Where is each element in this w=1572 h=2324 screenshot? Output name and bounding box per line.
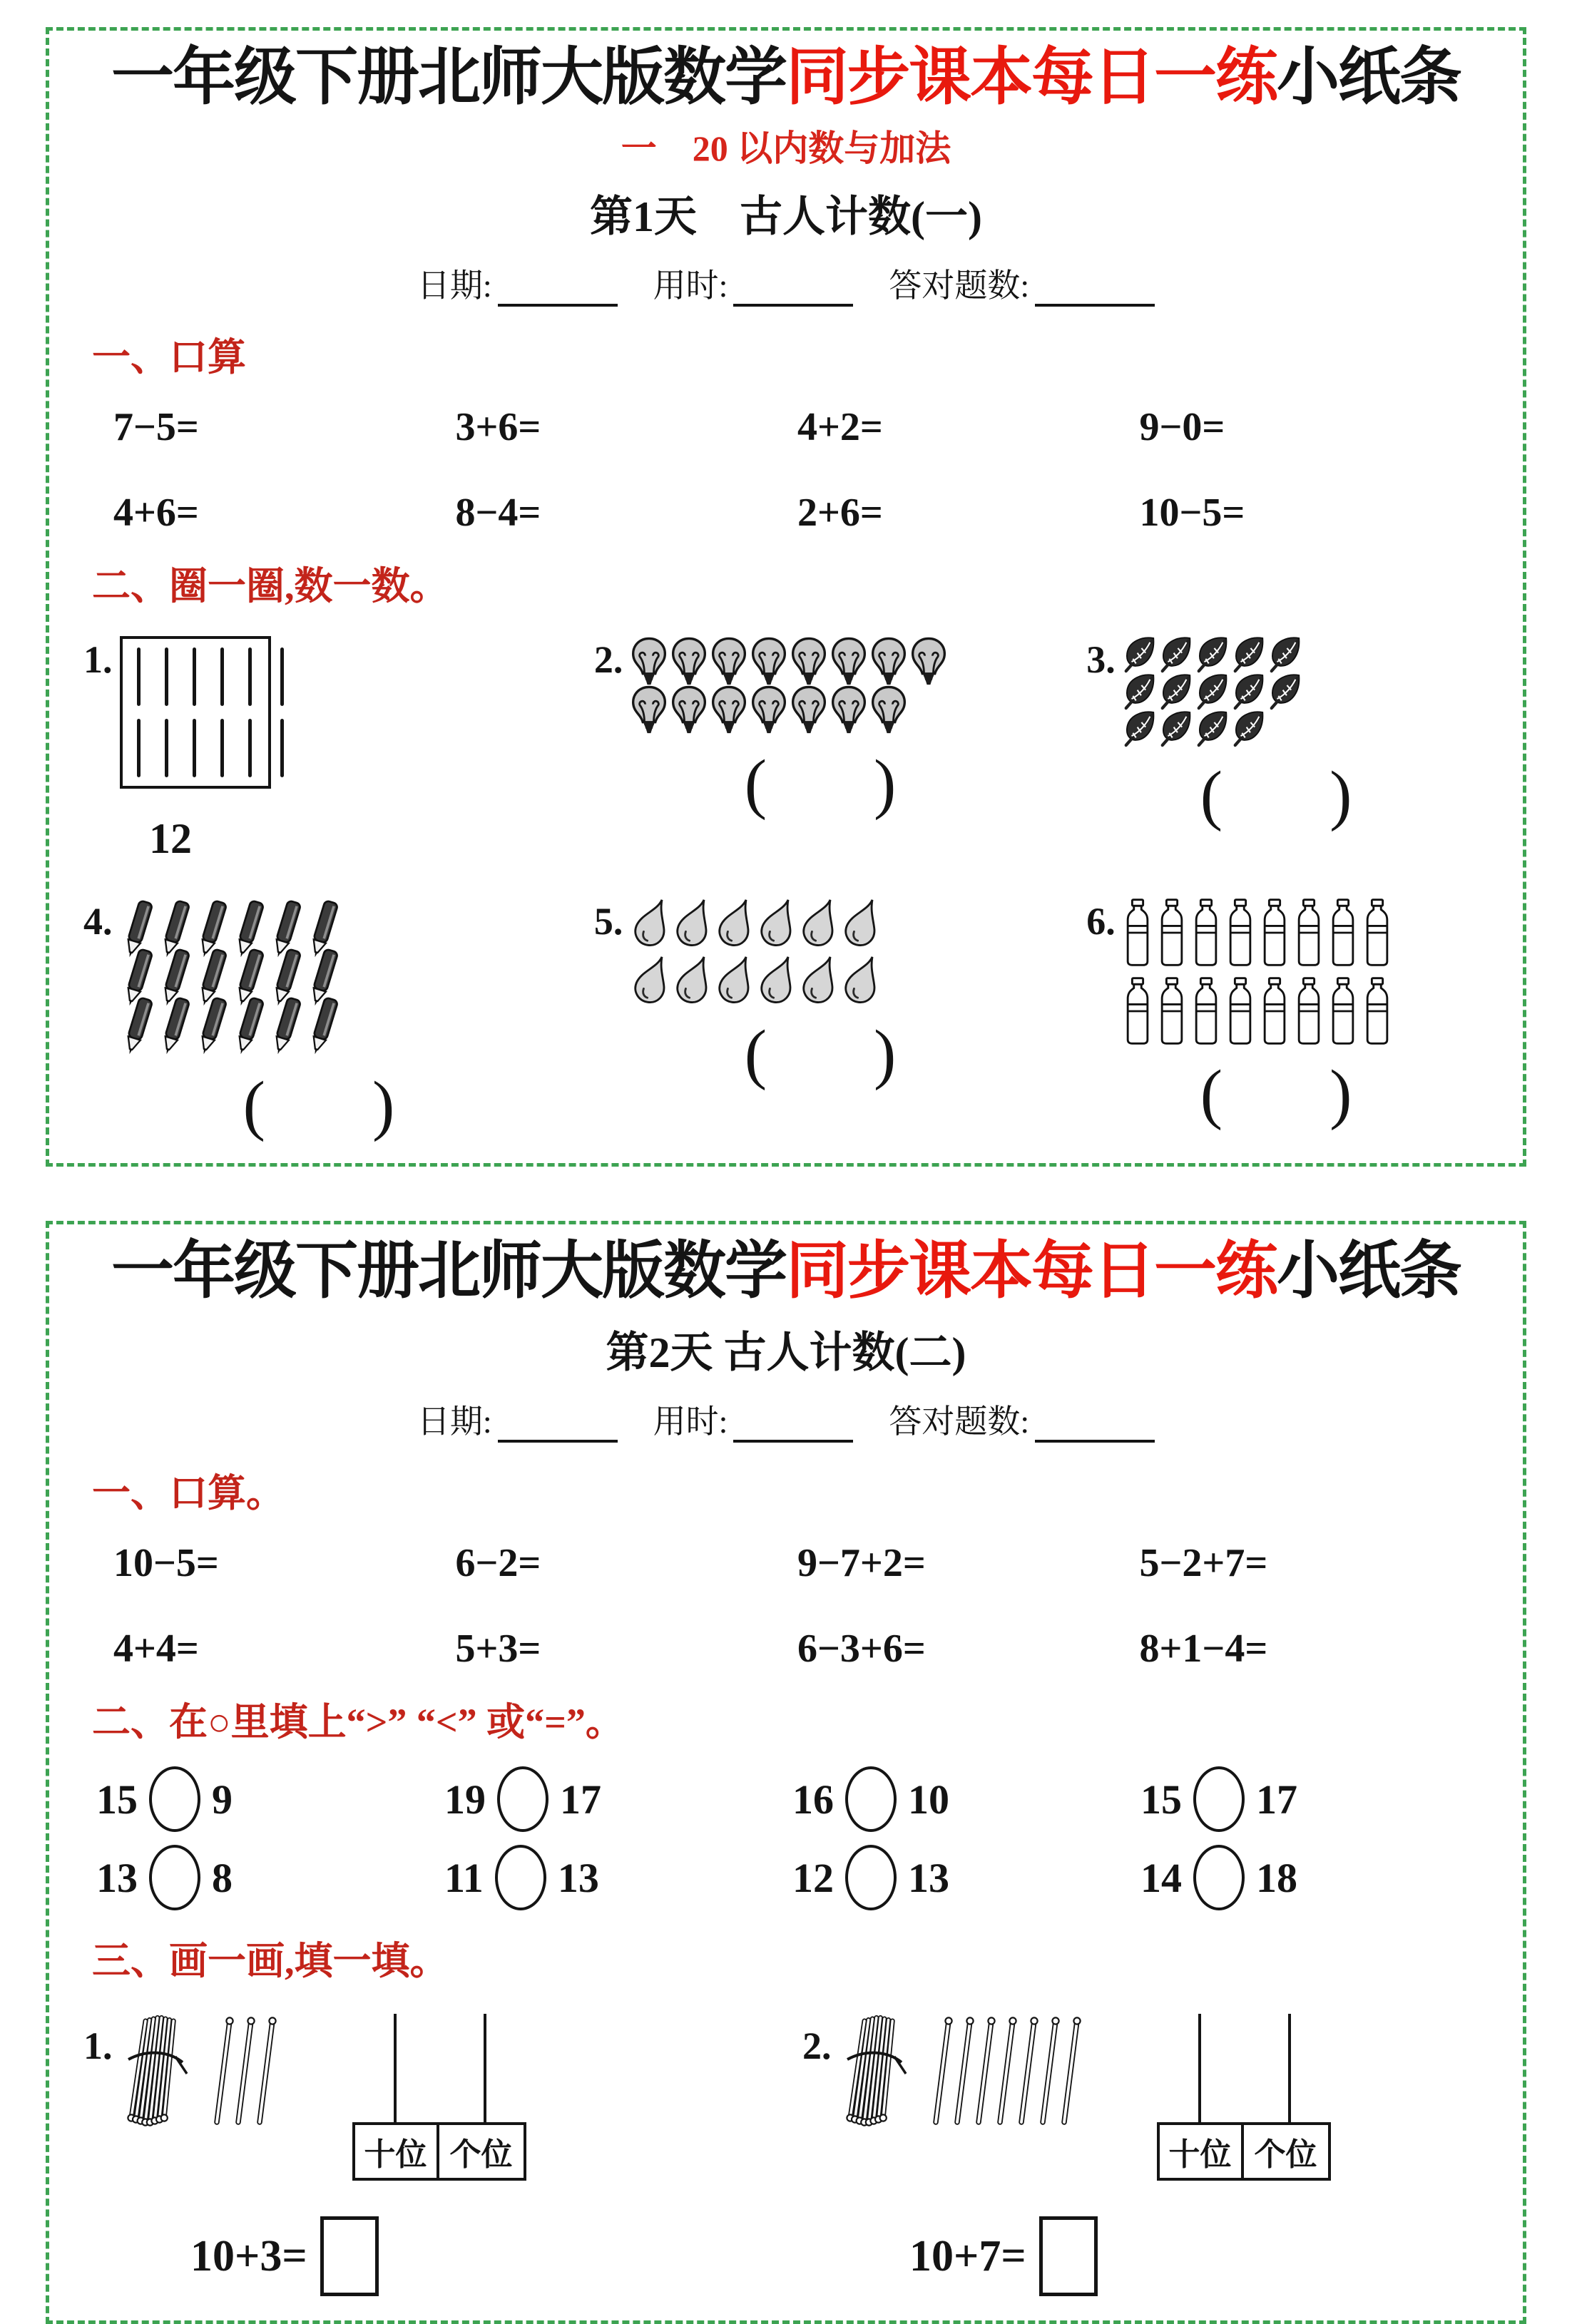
- compare-left-number: 14: [1140, 1854, 1182, 1901]
- compare-right-number: 10: [908, 1776, 949, 1823]
- section-heading-draw: 三、画一画,填一填。: [92, 1940, 449, 1983]
- oral-problem: 6−3+6=: [797, 1627, 926, 1672]
- compare-grid: [96, 1766, 1489, 1910]
- oral-problem: 5+3=: [455, 1627, 541, 1672]
- icon-row: [630, 685, 948, 736]
- sticks-graphic: [120, 2014, 532, 2185]
- leaf-icon-group: [1123, 636, 1302, 747]
- bottle-icon: [1225, 898, 1255, 968]
- place-value-rod: [394, 2014, 397, 2122]
- loose-sticks-icon: [930, 2014, 1094, 2134]
- tally-stick-icon: [137, 719, 141, 777]
- water-drop-icon: [756, 955, 795, 1006]
- paren-open: (: [1200, 757, 1223, 832]
- tally-stick-icon: [137, 647, 141, 706]
- oral-problem: 4+2=: [797, 404, 883, 449]
- oral-problem: 9−0=: [1139, 404, 1225, 449]
- compare-right-number: 13: [908, 1854, 949, 1901]
- answer-box[interactable]: [1039, 2216, 1098, 2296]
- date-blank[interactable]: [498, 274, 618, 307]
- place-value-table: [1157, 2122, 1331, 2181]
- count-item: [1086, 636, 1489, 864]
- compare-right-number: 9: [212, 1776, 233, 1823]
- paren-open: (: [1200, 1056, 1223, 1131]
- bottle-icon: [1328, 898, 1358, 968]
- ones-cell[interactable]: 个位: [1244, 2122, 1331, 2181]
- compare-right-number: 18: [1256, 1854, 1297, 1901]
- bottle-icon: [1362, 898, 1392, 968]
- title-black-right: 小纸条: [1277, 1237, 1461, 1306]
- lightbulb-icon: [670, 636, 708, 687]
- stick-bundle-icon: [120, 2014, 191, 2134]
- section-heading-oral: 一、口算: [92, 335, 246, 379]
- icon-row: [1123, 636, 1302, 673]
- compare-right-number: 8: [212, 1854, 233, 1901]
- compare-circle[interactable]: [1193, 1845, 1245, 1910]
- loose-sticks-icon: [211, 2014, 290, 2134]
- water-drop-icon: [630, 898, 668, 949]
- sheet-day2: [46, 1221, 1526, 2324]
- bottle-icon: [1260, 898, 1290, 968]
- answer-parens[interactable]: [744, 746, 897, 821]
- lightbulb-icon: [750, 685, 788, 736]
- date-label: 日期:: [417, 1403, 492, 1440]
- water-drop-icon: [672, 955, 710, 1006]
- tally-sticks-box: [120, 636, 311, 793]
- tally-stick-icon: [280, 647, 284, 706]
- icon-row: [120, 995, 342, 1058]
- water-drop-icon: [840, 898, 879, 949]
- leaf-icon: [1268, 636, 1302, 673]
- equation-text: 10+7=: [909, 2231, 1026, 2281]
- date-label: 日期:: [417, 267, 492, 304]
- bottle-icon: [1157, 898, 1187, 968]
- count-item: [83, 636, 577, 864]
- oral-problem: 9−7+2=: [797, 1541, 926, 1586]
- date-blank[interactable]: [498, 1410, 618, 1443]
- water-drop-icon: [798, 955, 837, 1006]
- leaf-icon: [1268, 673, 1302, 710]
- paren-open: (: [744, 746, 767, 821]
- compare-circle[interactable]: [149, 1766, 200, 1832]
- meta-line: [83, 1396, 1489, 1443]
- time-label: 用时:: [653, 1403, 728, 1440]
- tally-stick-icon: [220, 647, 224, 706]
- leaf-icon: [1232, 636, 1266, 673]
- lightbulb-icon: [710, 685, 748, 736]
- score-blank[interactable]: [1035, 1410, 1155, 1443]
- bottle-icon: [1123, 976, 1153, 1046]
- sheet-title: [83, 43, 1489, 114]
- icon-row: [630, 955, 879, 1006]
- oral-problem: 4+6=: [113, 490, 199, 535]
- icon-row: [1123, 898, 1392, 968]
- answer-parens[interactable]: [744, 1016, 897, 1091]
- pencil-icon: [268, 995, 305, 1058]
- lightbulb-icon: [830, 636, 868, 687]
- day-heading: 第1天 古人计数(一): [590, 193, 982, 240]
- pencil-icon: [231, 995, 268, 1058]
- paren-close: ): [1329, 757, 1352, 832]
- answer-parens[interactable]: [1200, 1056, 1352, 1131]
- compare-item: [1140, 1845, 1489, 1910]
- compare-left-number: 16: [792, 1776, 834, 1823]
- bottle-icon-group: [1123, 898, 1392, 1046]
- paren-close: ): [874, 1016, 897, 1091]
- compare-circle[interactable]: [1193, 1766, 1245, 1832]
- water-drop-icon: [672, 898, 710, 949]
- item-number: 2.: [593, 638, 623, 681]
- water-drop-icon: [756, 898, 795, 949]
- paren-open: (: [744, 1016, 767, 1091]
- leaf-icon: [1195, 636, 1230, 673]
- bottle-icon: [1123, 898, 1153, 968]
- bottle-icon: [1362, 976, 1392, 1046]
- tally-stick-icon: [280, 719, 284, 777]
- oral-problems-grid: [113, 404, 1481, 536]
- place-value-rod: [1288, 2014, 1291, 2122]
- tally-stick-icon: [248, 719, 252, 777]
- leaf-icon: [1159, 636, 1193, 673]
- lightbulb-icon: [909, 636, 948, 687]
- stick-bundle-icon: [839, 2014, 910, 2134]
- draw-item: [802, 2007, 1489, 2296]
- answer-parens[interactable]: [1200, 757, 1352, 832]
- lightbulb-icon: [830, 685, 868, 736]
- tally-stick-icon: [220, 719, 224, 777]
- compare-item: [96, 1766, 444, 1832]
- oral-problem: 8+1−4=: [1139, 1627, 1268, 1672]
- oral-problem: 6−2=: [455, 1541, 541, 1586]
- score-label: 答对题数:: [889, 267, 1030, 304]
- item-number: 1.: [83, 638, 113, 681]
- lightbulb-icon: [630, 685, 668, 736]
- compare-item: [444, 1766, 792, 1832]
- pencil-icon: [120, 995, 157, 1058]
- compare-left-number: 11: [444, 1854, 484, 1901]
- paren-close: ): [1329, 1056, 1352, 1131]
- ones-cell[interactable]: 个位: [439, 2122, 526, 2181]
- bottle-icon: [1328, 976, 1358, 1046]
- icon-row: [1123, 710, 1302, 747]
- item-number: 5.: [593, 899, 623, 943]
- water-drop-icon: [840, 955, 879, 1006]
- count-items-grid: [83, 636, 1489, 1142]
- compare-right-number: 17: [1256, 1776, 1297, 1823]
- leaf-icon: [1232, 710, 1266, 747]
- lightbulb-icon: [710, 636, 748, 687]
- compare-circle[interactable]: [845, 1766, 897, 1832]
- compare-circle[interactable]: [845, 1845, 897, 1910]
- tens-cell[interactable]: 十位: [352, 2122, 439, 2181]
- oral-problem: 7−5=: [113, 404, 199, 449]
- compare-circle[interactable]: [495, 1845, 546, 1910]
- bottle-icon: [1294, 976, 1324, 1046]
- bottle-icon: [1191, 898, 1221, 968]
- compare-item: [96, 1845, 444, 1910]
- count-item: [594, 636, 1069, 864]
- sheet-day1: [46, 27, 1526, 1167]
- title-black-left: 一年级下册北师大版数学: [111, 1237, 786, 1306]
- leaf-icon: [1195, 673, 1230, 710]
- water-drop-icon: [630, 955, 668, 1006]
- count-item: [594, 898, 1069, 1139]
- oral-problem: 10−5=: [1139, 490, 1245, 535]
- pencil-icon-group: [120, 898, 342, 1058]
- item-number: 3.: [1086, 638, 1116, 681]
- sheet-title: [83, 1237, 1489, 1308]
- compare-left-number: 15: [96, 1776, 138, 1823]
- icon-row: [1123, 976, 1392, 1046]
- place-value-rod: [484, 2014, 486, 2122]
- answer-parens[interactable]: [243, 1068, 395, 1142]
- compare-left-number: 13: [96, 1854, 138, 1901]
- time-blank[interactable]: [733, 1410, 853, 1443]
- compare-circle[interactable]: [149, 1845, 200, 1910]
- lightbulb-icon-group: [630, 636, 948, 736]
- paren-close: ): [372, 1068, 395, 1142]
- title-black-left: 一年级下册北师大版数学: [111, 43, 786, 113]
- oral-problem: 8−4=: [455, 490, 541, 535]
- tally-stick-icon: [193, 719, 196, 777]
- item-number: 4.: [83, 899, 113, 943]
- time-blank[interactable]: [733, 274, 853, 307]
- title-red: 同步课本每日一练: [785, 43, 1277, 113]
- pencil-icon: [305, 995, 342, 1058]
- paren-open: (: [243, 1068, 265, 1142]
- tally-stick-icon: [248, 647, 252, 706]
- leaf-icon: [1123, 636, 1157, 673]
- bottle-icon: [1225, 976, 1255, 1046]
- section-heading-oral: 一、口算。: [92, 1472, 285, 1515]
- draw-items-grid: [83, 2007, 1489, 2296]
- tally-row: [137, 647, 284, 706]
- score-label: 答对题数:: [889, 1403, 1030, 1440]
- oral-problem: 2+6=: [797, 490, 883, 535]
- compare-left-number: 12: [792, 1854, 834, 1901]
- count-item: [83, 898, 577, 1142]
- water-drop-icon: [798, 898, 837, 949]
- lightbulb-icon: [670, 685, 708, 736]
- leaf-icon: [1123, 710, 1157, 747]
- place-value-widget: [352, 2014, 532, 2185]
- oral-problem: 10−5=: [113, 1541, 219, 1586]
- compare-item: [1140, 1766, 1489, 1832]
- lightbulb-icon: [869, 636, 908, 687]
- leaf-icon: [1195, 710, 1230, 747]
- compare-item: [444, 1845, 792, 1910]
- compare-right-number: 17: [560, 1776, 601, 1823]
- compare-circle[interactable]: [497, 1766, 548, 1832]
- place-value-table: [352, 2122, 526, 2181]
- compare-left-number: 19: [444, 1776, 486, 1823]
- tally-stick-icon: [193, 647, 196, 706]
- time-label: 用时:: [653, 267, 728, 304]
- bottle-icon: [1157, 976, 1187, 1046]
- tally-stick-icon: [165, 719, 168, 777]
- title-black-right: 小纸条: [1277, 43, 1461, 113]
- tally-stick-icon: [165, 647, 168, 706]
- oral-problem: 5−2+7=: [1139, 1541, 1268, 1586]
- icon-row: [630, 898, 879, 949]
- unit-heading: 一 20 以内数与加法: [621, 128, 951, 168]
- item-number: 2.: [802, 2024, 832, 2068]
- oral-problem: 4+4=: [113, 1627, 199, 1672]
- bottle-icon: [1191, 976, 1221, 1046]
- pencil-icon: [157, 995, 194, 1058]
- compare-item: [792, 1845, 1140, 1910]
- sticks-graphic: [839, 2014, 1337, 2185]
- leaf-icon: [1123, 673, 1157, 710]
- compare-item: [792, 1766, 1140, 1832]
- paren-close: ): [874, 746, 897, 821]
- compare-left-number: 15: [1140, 1776, 1182, 1823]
- oral-problems-grid: [113, 1540, 1481, 1672]
- tally-row: [137, 719, 284, 777]
- place-value-widget: [1157, 2014, 1337, 2185]
- item-number: 6.: [1086, 899, 1116, 943]
- title-red: 同步课本每日一练: [785, 1237, 1277, 1306]
- count-item: [1086, 898, 1489, 1139]
- given-count-label: 12: [149, 814, 192, 862]
- section-heading-circle-count: 二、圈一圈,数一数。: [92, 564, 449, 608]
- oral-problem: 3+6=: [455, 404, 541, 449]
- water-drop-icon: [714, 955, 752, 1006]
- compare-right-number: 13: [557, 1854, 599, 1901]
- water-drop-icon-group: [630, 898, 879, 1006]
- bottle-icon: [1260, 976, 1290, 1046]
- day-heading: 第2天 古人计数(二): [606, 1329, 966, 1377]
- equation-text: 10+3=: [190, 2231, 307, 2281]
- icon-row: [630, 636, 948, 687]
- lightbulb-icon: [790, 636, 828, 687]
- lightbulb-icon: [750, 636, 788, 687]
- leaf-icon: [1232, 673, 1266, 710]
- meta-line: [83, 260, 1489, 307]
- icon-row: [1123, 673, 1302, 710]
- leaf-icon: [1159, 673, 1193, 710]
- lightbulb-icon: [790, 685, 828, 736]
- leaf-icon: [1159, 710, 1193, 747]
- water-drop-icon: [714, 898, 752, 949]
- score-blank[interactable]: [1035, 274, 1155, 307]
- draw-item: [83, 2007, 770, 2296]
- section-heading-compare: 二、在○里填上“>” “<” 或“=”。: [92, 1701, 624, 1744]
- bottle-icon: [1294, 898, 1324, 968]
- tens-cell[interactable]: 十位: [1157, 2122, 1244, 2181]
- answer-box[interactable]: [320, 2216, 379, 2296]
- lightbulb-icon: [630, 636, 668, 687]
- lightbulb-icon: [869, 685, 908, 736]
- pencil-icon: [194, 995, 231, 1058]
- place-value-rod: [1198, 2014, 1201, 2122]
- item-number: 1.: [83, 2024, 113, 2068]
